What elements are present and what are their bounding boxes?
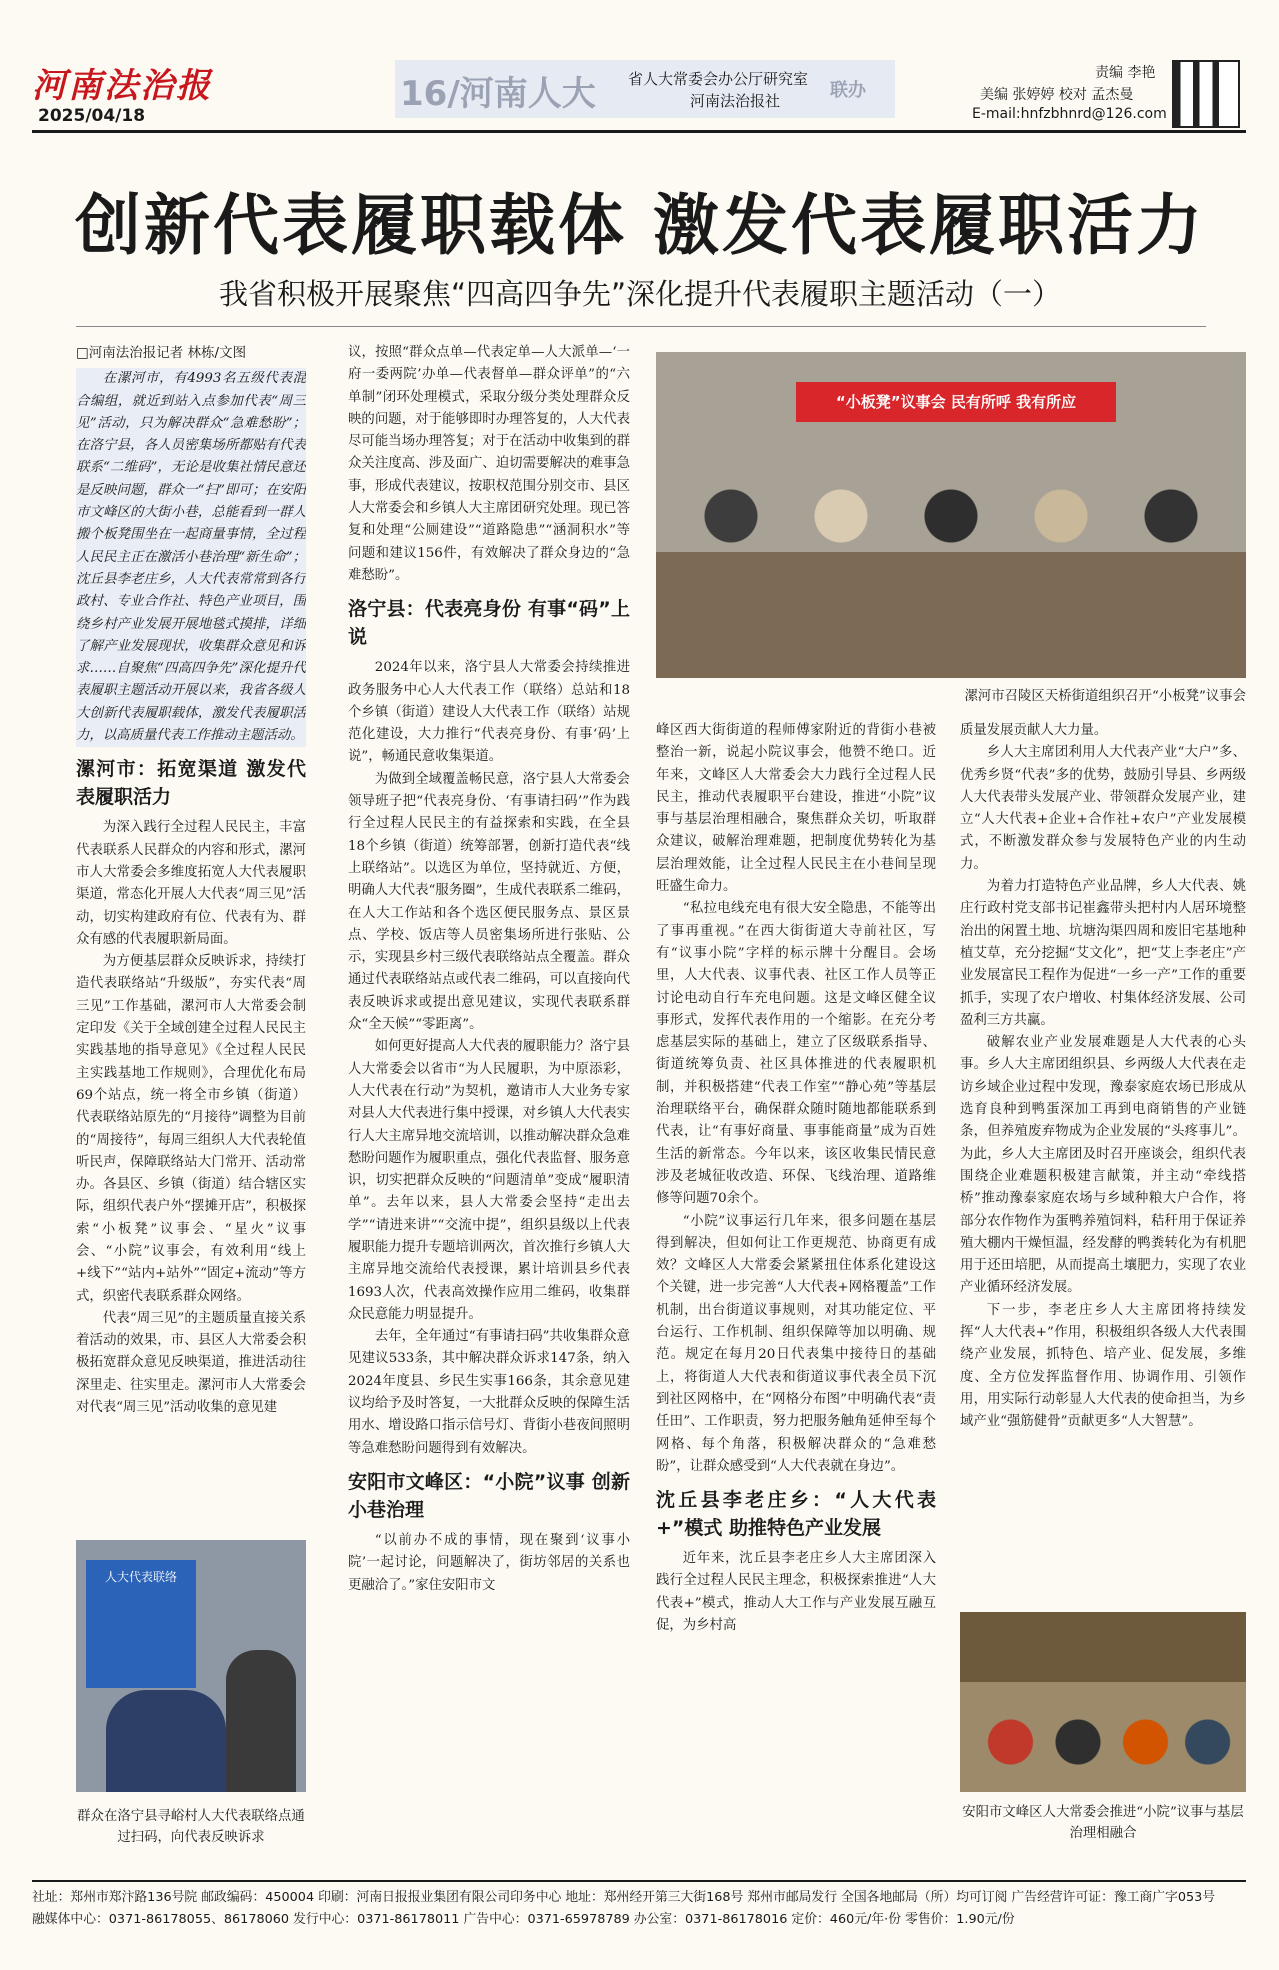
publisher-2: 河南法治报社 — [690, 92, 781, 110]
photo-qr-scan — [76, 1540, 306, 1792]
column-2 — [348, 342, 630, 1862]
column-3 — [656, 720, 936, 1870]
paragraph: 下一步，李老庄乡人大主席团将持续发挥“人大代表+”作用，积极组织各级人大代表围绕产业发展，抓特色、培产业、促发展，多维度、全方位发挥监督作用、协调作用、引领作用，用实际行动彰显人大代表的使命担当，为乡域产业“强筋健骨”贡献更多“人大智慧”。 — [960, 1302, 1246, 1430]
photo-caption-top: 漯河市召陵区天桥街道组织召开“小板凳”议事会 — [964, 689, 1246, 704]
meeting-banner: “小板凳”议事会 民有所呼 我有所应 — [796, 382, 1116, 422]
footer-line-2: 融媒体中心：0371-86178055、86178060 发行中心：0371-86178011 广告中心：0371-65978789 办公室：0371-86178016 定价：460元/年·份 零售价：1.90元/份 — [32, 1912, 1015, 1927]
paragraph: “小院”议事运行几年来，很多问题在基层得到解决，但如何让工作更规范、协商更有成效？文峰区人大常委会紧紧扭住体系化建设这个关键，进一步完善“人大代表+网格覆盖”工作机制，出台街道议事规则，对其功能定位、平台运行、工作机制、组织保障等加以明确、规范。规定在每月20日代表集中接待日的基础上，将街道人大代表和街道议事代表全员下沉到社区网格中，在“网格分布图”中明确代表“责任田”、工作职责，努力把服务触角延伸至每个网格、每个角落，积极解决群众的“急难愁盼”，让群众感受到“人大代表就在身边”。 — [656, 1213, 936, 1474]
byline: □河南法治报记者 林栋/文图 — [76, 345, 247, 361]
paragraph: 质量发展贡献人大力量。 — [960, 723, 1108, 738]
intro-box — [76, 368, 306, 747]
person-figure — [106, 1690, 226, 1792]
section-title-wenfeng: 安阳市文峰区：“小院”议事 创新小巷治理 — [348, 1470, 630, 1521]
footer-rule — [32, 1880, 1246, 1882]
paragraph: “以前办不成的事情，现在聚到‘议事小院’一起讨论，问题解决了，街坊邻居的关系也更融洽了。”家住安阳市文 — [348, 1532, 630, 1593]
paragraph: 近年来，沈丘县李老庄乡人大主席团深入践行全过程人民民主理念，积极探索推进“人大代表+”模式，推动人大工作与产业发展互融互促，为乡村高 — [656, 1551, 936, 1633]
designer-proofreader: 美编 张婷婷 校对 孟杰曼 — [980, 87, 1134, 103]
section-title-luohe: 漯河市：拓宽渠道 激发代表履职活力 — [76, 758, 306, 809]
publisher-1: 省人大常委会办公厅研究室 — [628, 70, 809, 88]
paragraph: 为方便基层群众反映诉求，持续打造代表联络站“升级版”，夯实代表“周三见”工作基础，漯河市人大常委会制定印发《关于全域创建全过程人民民主实践基地的指导意见》《全过程人民民主实践基地工作规则》，合理优化布局69个站点，统一将全市乡镇（街道）代表联络站原先的“月接待”调整为目前的“周接待”，每周三组织人大代表轮值听民声，保障联络站大门常开、活动常办。各县区、乡镇（街道）结合辖区实际，组织代表户外“摆摊开店”，积极探索“小板凳”议事会、“星火”议事会、“小院”议事会，有效利用“线上+线下”“站内+站外”“固定+流动”等方式，织密代表联系群众网络。 — [76, 954, 306, 1304]
paragraph: “私拉电线充电有很大安全隐患，不能等出了事再重视。”在西大街街道大寺前社区，写有“议事小院”字样的标示牌十分醒目。会场里，人大代表、议事代表、社区工作人员等正讨论电动自行车充电问题。这是文峰区健全议事形式，发挥代表作用的一个缩影。在充分考虑基层实际的基础上，建立了区级联系指导、街道统筹负责、社区具体推进的代表履职机制，并积极搭建“代表工作室”“静心苑”等基层治理联络平台，确保群众随时随地都能联系到代表，让“有事好商量、事事能商量”成为百姓生活的新常态。今年以来，该区收集民情民意涉及老城征收改造、环保、飞线治理、道路维修等问题70余个。 — [656, 901, 936, 1207]
paragraph: 2024年以来，洛宁县人大常委会持续推进政务服务中心人大代表工作（联络）总站和18个乡镇（街道）建设人大代表工作（联络）站规范化建设，大力推行“代表亮身份、有事‘码’上说”，畅通民意收集渠道。 — [348, 660, 630, 765]
paragraph: 如何更好提高人大代表的履职能力？洛宁县人大常委会以省市“为人民履职，为中原添彩，人大代表在行动”为契机，邀请市人大业务专家对县人大代表进行集中授课，对乡镇人大代表实行人大主席异地交流培训，以推动解决群众急难愁盼问题作为履职重点，强化代表监督、服务意识，切实把群众反映的“问题清单”变成“履职清单”。去年以来，县人大常委会坚持“走出去学”“请进来讲”“交流中提”，组织县级以上代表履职能力提升专题培训两次，首次推行乡镇人大主席异地交流给代表授课，累计培训县乡代表1693人次，代表高效操作应用二维码，收集群众民意能力明显提升。 — [348, 1039, 630, 1322]
courtyard-wall — [960, 1612, 1246, 1682]
paragraph: 为着力打造特色产业品牌，乡人大代表、姚庄行政村党支部书记崔鑫带头把村内人居环境整治出的闲置土地、坑塘沟渠四周和废旧宅基地种植艾草，充分挖掘“艾文化”，把“艾上李老庄”产业发展富民工程作为促进“一乡一产”工作的重要抓手，实现了农户增收、村集体经济发展、公司盈利三方共赢。 — [960, 879, 1246, 1028]
meeting-participants — [970, 1692, 1240, 1792]
photo-small-stool-meeting — [656, 352, 1246, 678]
paragraph: 乡人大主席团利用人大代表产业“大户”多、优秀乡贤“代表”多的优势，鼓励引导县、乡两级人大代表带头发展产业、带领群众发展产业，建立“人大代表+企业+合作社+农户”产业发展模式，不断激发群众参与发展特色产业的内生动力。 — [960, 745, 1246, 872]
section-title-shenqiu: 沈丘县李老庄乡：“人大代表+”模式 助推特色产业发展 — [656, 1489, 936, 1540]
poster: 人大代表联络 — [86, 1560, 196, 1688]
paragraph: 为做到全域覆盖畅民意，洛宁县人大常委会领导班子把“代表亮身份、‘有事请扫码’”作为践行全过程人民民主的有益探索和实践，在全县18个乡镇（街道）统筹部署，创新打造代表“线上联络站”。以选区为单位，坚持就近、方便，明确人大代表“服务圈”，生成代表联系二维码，在人大工作站和各个选区便民服务点、景区景点、学校、饭店等人员密集场所进行张贴、公示，实现县乡村三级代表联络站点全覆盖。群众通过代表联络站点或代表二维码，可以直接向代表反映诉求或提出意见建议，实现代表联系群众“全天候”“零距离”。 — [348, 771, 630, 1033]
joint-label: 联办 — [830, 80, 866, 101]
photo-courtyard-meeting — [960, 1612, 1246, 1792]
page-section-name: 河南人大 — [459, 74, 596, 114]
newspaper-logo: 河南法治报 — [32, 66, 212, 106]
footer-line-1: 社址：郑州市郑汴路136号院 邮政编码：450004 印刷：河南日报报业集团有限公司印务中心 地址：郑州经开第三大街168号 郑州市邮局发行 全国各地邮局（所）均可订阅 广告经营许可证：豫工商广字053号 — [32, 1890, 1216, 1905]
column-4 — [960, 720, 1246, 1602]
paragraph: 为深入践行全过程人民民主，丰富代表联系人民群众的内容和形式，漯河市人大常委会多维度拓宽人大代表履职渠道，常态化开展人大代表“周三见”活动，切实构建政府有位、代表有为、群众有感的代表履职新局面。 — [76, 820, 306, 947]
intro-text: 在漯河市，有4993名五级代表混合编组，就近到站入点参加代表“周三见”活动，只为解决群众“急难愁盼”；在洛宁县，各人员密集场所都贴有代表联系“二维码”，无论是收集社情民意还是反映问题，群众一“扫”即可；在安阳市文峰区的大街小巷，总能看到一群人搬个板凳围坐在一起商量事情，全过程人民民主正在激活小巷治理“新生命”；沈丘县李老庄乡，人大代表常常到各行政村、专业合作社、特色产业项目，围绕乡村产业发展开展地毯式摸排，详细了解产业发展现状，收集群众意见和诉求……自聚焦“四高四争先”深化提升代表履职主题活动开展以来，我省各级人大创新代表履职载体，激发代表履职活力，以高质量代表工作推动主题活动。 — [76, 371, 306, 744]
paragraph: 议，按照“群众点单—代表定单—人大派单—‘一府一委两院’办单—代表督单—群众评单”的“六单制”闭环处理模式，采取分级分类处理群众反映的问题，对于能够即时办理答复的，人大代表尽可能当场办理答复；对于在活动中收集到的群众关注度高、涉及面广、迫切需要解决的难事急事，形成代表建议，按职权范围分别交市、县区人大常委会和乡镇人大主席团研究处理。现已答复和处理“公厕建设”“道路隐患”“涵洞积水”等问题和建议156件，有效解决了群众身边的“急难愁盼”。 — [348, 345, 630, 583]
qr-code-icon — [1172, 60, 1240, 128]
paragraph: 峰区西大街街道的程师傅家附近的背街小巷被整治一新，说起小院议事会，他赞不绝口。近年来，文峰区人大常委会大力践行全过程人民民主，推动代表履职平台建设，推进“小院”议事与基层治理相融合，聚焦群众关切，听取群众建议，破解治理难题，把制度优势转化为基层治理效能，让全过程人民民主在小巷间呈现旺盛生命力。 — [656, 723, 936, 895]
email: E-mail:hnfzbhnrd@126.com — [972, 106, 1167, 122]
photo-caption-left: 群众在洛宁县寻峪村人大代表联络点通过扫码，向代表反映诉求 — [77, 1809, 305, 1845]
meeting-participants — [676, 472, 1226, 582]
paragraph: 破解农业产业发展难题是人大代表的心头事。乡人大主席团组织县、乡两级人大代表在走访乡域企业过程中发现，豫泰家庭农场已形成从选育良种到鸭蛋深加工再到电商销售的产业链条，但养殖废弃物成为企业发展的“头疼事儿”。为此，乡人大主席团及时召开座谈会，组织代表围绕企业难题积极建言献策，并主动“牵线搭桥”推动豫泰家庭农场与乡域种粮大户合作，将部分农作物作为蛋鸭养殖饲料，秸秆用于保证养殖大棚内干燥恒温，经发酵的鸭粪转化为有机肥用于还田培肥，从而提高土壤肥力，实现了农业产业循环经济发展。 — [960, 1035, 1246, 1296]
headline: 创新代表履职载体 激发代表履职活力 — [75, 186, 1205, 264]
page-number: 16/河南人大 — [400, 74, 596, 114]
subheadline: 我省积极开展聚焦“四高四争先”深化提升代表履职主题活动（一） — [218, 277, 1062, 311]
masthead-rule — [32, 130, 1246, 133]
title-divider — [76, 326, 1206, 327]
paragraph: 代表“周三见”的主题质量直接关系着活动的效果，市、县区人大常委会积极拓宽群众意见反映渠道，推进活动往深里走、往实里走。漯河市人大常委会对代表“周三见”活动收集的意见建 — [76, 1310, 306, 1416]
section-title-luoning: 洛宁县：代表亮身份 有事“码”上说 — [348, 598, 630, 649]
paragraph: 去年，全年通过“有事请扫码”共收集群众意见建议533条，其中解决群众诉求147条，纳入2024年度县、乡民生实事166条，其余意见建议均给予及时答复，一大批群众反映的保障生活用水、增设路口指示信号灯、背街小巷夜间照明等急难愁盼问题得到有效解决。 — [348, 1329, 630, 1456]
issue-date: 2025/04/18 — [38, 106, 146, 126]
editor: 责编 李艳 — [1095, 65, 1156, 81]
photo-caption-right: 安阳市文峰区人大常委会推进“小院”议事与基层治理相融合 — [962, 1805, 1244, 1841]
person-figure — [226, 1650, 296, 1792]
